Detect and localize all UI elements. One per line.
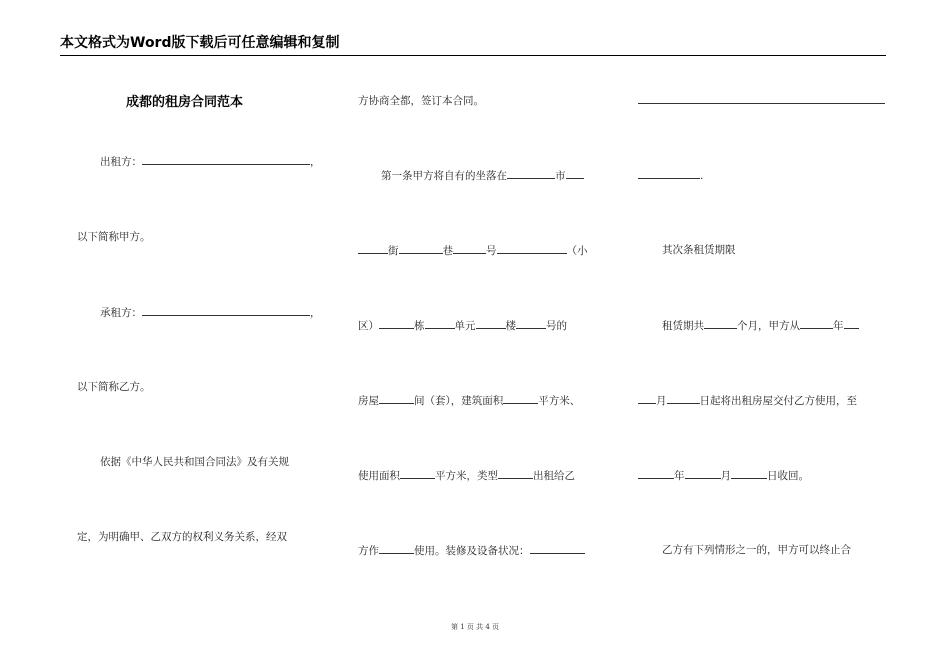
continuation-blank [638,103,885,104]
return-label: 日收回。 [767,470,809,482]
terminate-line: 乙方有下列情形之一的，甲方可以终止合 [662,544,851,556]
lane-label: 巷 [442,245,453,257]
page-number: 第 1 页 共 4 页 [450,623,500,631]
start-month-blank [844,318,859,329]
building-label: 栋 [414,320,425,332]
community-label: （小 [566,245,588,257]
unit-label: 单元 [454,320,476,332]
area-label: 间（套），建筑面积 [414,395,504,407]
address-line-2 [358,318,567,333]
article1-city: 市 [555,170,566,182]
end-day-blank [731,468,767,479]
deliver-label: 日起将出租房屋交付乙方使用，至 [699,395,857,407]
sqm-label-1: 平方米、 [538,395,581,407]
party-act-label: 方作 [358,545,379,557]
end-month-blank [685,468,721,479]
basis-line-2: 定，为明确甲、乙双方的权利义务关系，经双 [77,531,287,543]
floor-label: 楼 [505,320,516,332]
basis-line-1: 依据《中华人民共和国合同法》及有关规 [100,456,289,468]
period-mark: . [700,170,704,182]
room-blank [516,318,546,329]
month-label: 月 [656,395,667,407]
area-blank [503,393,538,404]
start-month-blank-2 [638,393,656,404]
address-line-1 [358,243,588,258]
term-months-blank [704,318,737,329]
city-blank [507,168,555,179]
lessee-line [100,305,321,320]
start-day-blank [667,393,700,404]
term-line [662,318,859,333]
house-line [358,393,580,408]
floor-blank [476,318,506,329]
article1-text: 第一条甲方将自有的坐落在 [381,170,507,182]
street-blank [358,243,388,254]
document-title: 成都的租房合同范本 [126,95,244,110]
usage-line [358,543,585,558]
lessee-blank [142,305,310,316]
article2-title: 其次条租赁期限 [662,244,736,256]
year-label: 年 [833,320,844,332]
term-from-label: 个月，甲方从 [737,320,800,332]
usage-blank [379,543,414,554]
use-area-blank [400,468,435,479]
unit-blank [425,318,455,329]
lessor-blank [142,154,310,165]
district-label: 区） [358,320,379,332]
lessor-label: 出租方： [100,156,142,168]
usage-label: 使用。装修及设备状况： [414,545,530,557]
rent-to-label: 出租给乙 [533,470,575,482]
type-blank [498,468,533,479]
continuation-blank-2 [638,168,700,179]
lessee-label: 承租方： [100,307,142,319]
use-area-label: 使用面积 [358,470,400,482]
street-label: 街 [388,245,399,257]
document-header: 本文格式为Word版下载后可任意编辑和复制 [60,34,886,56]
lessor-note: 以下简称甲方。 [77,231,151,243]
equipment-blank [530,543,585,554]
lessee-note: 以下简称乙方。 [77,381,151,393]
number-blank [453,243,486,254]
end-month-label: 月 [720,470,731,482]
lane-blank [399,243,443,254]
lessor-suffix: ， [310,156,321,168]
agree-line: 方协商全都，签订本合同。 [358,95,484,107]
end-year-blank [638,468,674,479]
article1-line [381,168,584,183]
lessor-line [100,154,321,169]
continuation-end-line [638,168,703,183]
return-line [638,468,809,483]
community-blank [497,243,567,254]
end-year-label: 年 [674,470,685,482]
deliver-line [638,393,857,408]
building-blank [379,318,414,329]
rooms-blank [379,393,414,404]
lessee-suffix: ， [310,307,321,319]
type-label: 平方米，类型 [435,470,498,482]
city-blank-2 [566,168,584,179]
room-label: 号的 [546,320,567,332]
term-label: 租赁期共 [662,320,704,332]
number-label: 号 [486,245,497,257]
start-year-blank [800,318,833,329]
use-area-line [358,468,575,483]
house-label: 房屋 [358,395,379,407]
